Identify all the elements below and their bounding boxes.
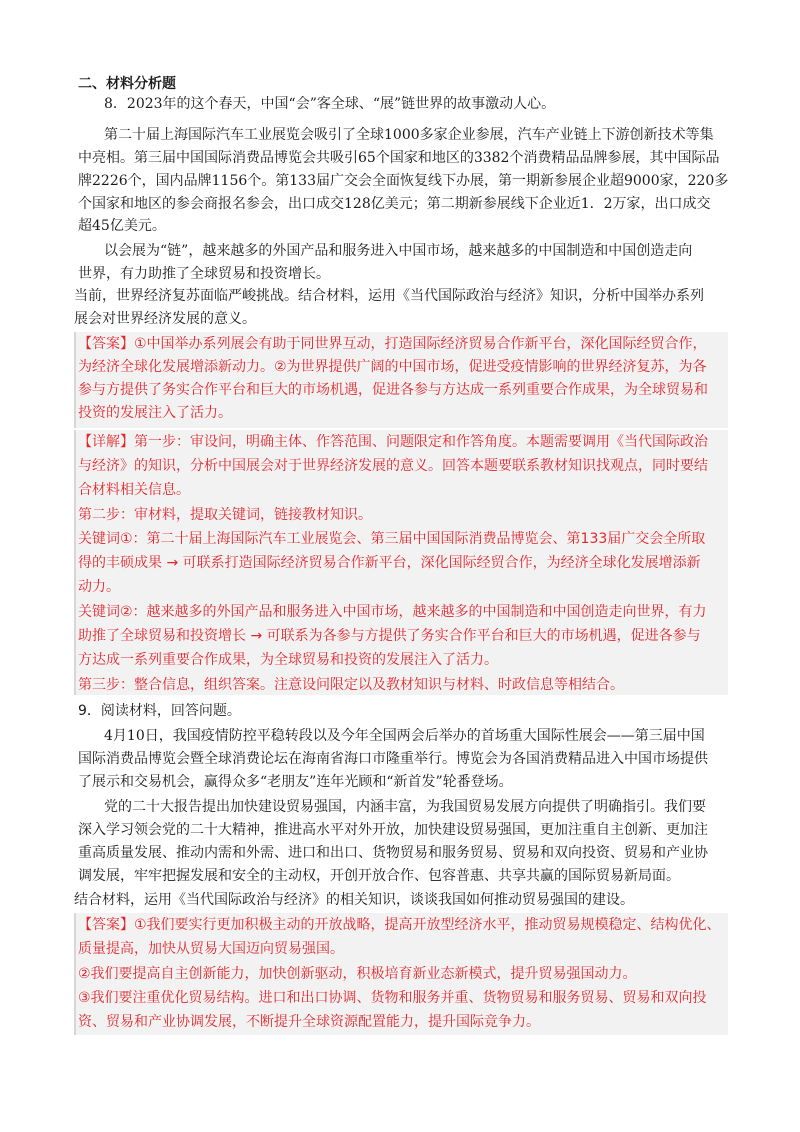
q9-answer-line: 资、贸易和产业协调发展，不断提升全球资源配置能力，提升国际竞争力。 (78, 1014, 540, 1030)
q8-explain-line: 【详解】第一步：审设问，明确主体、作答范围、问题限定和作答角度。本题需要调用《当代国际政治 (78, 434, 708, 450)
q8-para1-line: 个国家和地区的参会商报名参会，出口成交128亿美元；第二期新参展线下企业近1．2万家，出口成交 (78, 196, 711, 212)
q8-explain-line: 合材料相关信息。 (78, 482, 190, 498)
q9-para2-line: 调发展，牢牢把握发展和安全的主动权，开创开放合作、包容普惠、共享共赢的国际贸易新局面。 (78, 868, 680, 884)
q8-explain-line: 助推了全球贸易和投资增长 → 可联系为各参与方提供了务实合作平台和巨大的市场机遇，促进各参与 (78, 628, 701, 644)
q9-answer-line: ③我们要注重优化贸易结构。进口和出口协调、货物和服务并重、货物贸易和服务贸易、贸易和双向投 (78, 990, 707, 1006)
q9-para1-line: 国际消费品博览会暨全球消费论坛在海南省海口市隆重举行。博览会为各国消费精品进入中国市场提供 (78, 751, 708, 767)
q8-para1-line: 中亮相。第三届中国国际消费品博览会共吸引65个国家和地区的3382个消费精品品牌参展，其中国际品 (78, 150, 720, 166)
q8-explain-line: 第三步：整合信息，组织答案。注意设问限定以及教材知识与材料、时政信息等相结合。 (78, 677, 624, 693)
q8-answer-line: 投资的发展注入了活力。 (78, 405, 232, 421)
q9-stem: 9．阅读材料，回答问题。 (78, 703, 241, 719)
q8-para1-line: 超45亿美元。 (78, 218, 166, 234)
q8-explain-line: 第二步：审材料，提取关键词，链接教材知识。 (78, 507, 372, 523)
q8-answer-line: 参与方提供了务实合作平台和巨大的市场机遇，促进各参与方达成一系列重要合作成果，为全球贸易和 (78, 382, 708, 398)
q9-para2-line: 深入学习领会党的二十大精神，推进高水平对外开放，加快建设贸易强国，更加注重自主创新、更加注 (78, 822, 708, 838)
q8-question-line: 当前，世界经济复苏面临严峻挑战。结合材料，运用《当代国际政治与经济》知识，分析中国举办系列 (74, 288, 704, 304)
q8-answer-line: 【答案】①中国举办系列展会有助于同世界互动，打造国际经济贸易合作新平台，深化国际经贸合作， (78, 336, 707, 352)
q9-answer-line: 【答案】①我们要实行更加积极主动的开放战略，提高开放型经济水平，推动贸易规模稳定、结构优化、 (78, 917, 721, 933)
q8-question-line: 展会对世界经济发展的意义。 (74, 311, 256, 327)
q9-para2-line: 重高质量发展、推动内需和外需、进口和出口、货物贸易和服务贸易、贸易和双向投资、贸易和产业协 (78, 845, 708, 861)
q8-explain-line: 关键词①：第二十届上海国际汽车工业展览会、第三届中国国际消费品博览会、第133届广交会全所取 (78, 531, 706, 547)
q8-explain-line: 得的丰硕成果 → 可联系打造国际经济贸易合作新平台，深化国际经贸合作，为经济全球化发展增添新 (78, 555, 701, 571)
q9-answer-line: 质量提高，加快从贸易大国迈向贸易强国。 (78, 941, 344, 957)
q9-para1-line: 4月10日，我国疫情防控平稳转段以及今年全国两会后举办的首场重大国际性展会——第三届中国 (104, 728, 705, 744)
section-title: 二、材料分析题 (78, 76, 176, 92)
q8-para1-line: 牌2226个，国内品牌1156个。第133届广交会全面恢复线下办展，第一期新参展企业超9000家，220多 (78, 173, 729, 189)
q8-explain-line: 方达成一系列重要合作成果，为全球贸易和投资的发展注入了活力。 (78, 652, 498, 668)
q8-explain-line: 动力。 (78, 579, 120, 595)
q8-para1-line: 第二十届上海国际汽车工业展览会吸引了全球1000多家企业参展，汽车产业链上下游创新技术等集 (104, 127, 714, 143)
q8-explain-line: 与经济》的知识，分析中国展会对于世界经济发展的意义。回答本题要联系教材知识找观点，同时要结 (78, 458, 708, 474)
q8-para2-line: 以会展为“链”，越来越多的外国产品和服务进入中国市场，越来越多的中国制造和中国创造走向 (104, 243, 693, 259)
q9-para2-line: 党的二十大报告提出加快建设贸易强国，内涵丰富，为我国贸易发展方向提供了明确指引。我们要 (104, 799, 706, 815)
q9-para1-line: 了展示和交易机会，赢得众多“老朋友”连年光顾和“新首发”轮番登场。 (78, 774, 513, 790)
q8-stem: 8．2023年的这个春天，中国“会”客全球、“展”链世界的故事激动人心。 (104, 96, 556, 112)
q9-question: 结合材料，运用《当代国际政治与经济》的相关知识，谈谈我国如何推动贸易强国的建设。 (74, 892, 634, 908)
q8-para2-line: 世界，有力助推了全球贸易和投资增长。 (78, 266, 330, 282)
q8-explain-line: 关键词②：越来越多的外国产品和服务进入中国市场，越来越多的中国制造和中国创造走向世界，有力 (78, 604, 707, 620)
q9-answer-line: ②我们要提高自主创新能力，加快创新驱动，积极培育新业态新模式，提升贸易强国动力。 (78, 966, 637, 982)
q8-answer-line: 为经济全球化发展增添新动力。②为世界提供广阔的中国市场，促进受疫情影响的世界经济复苏，为各 (78, 359, 707, 375)
